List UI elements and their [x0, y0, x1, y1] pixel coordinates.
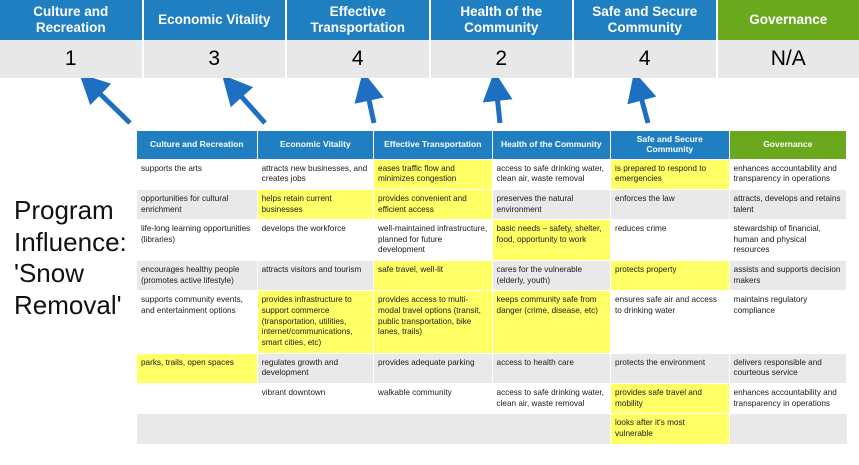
matrix-col-culture-and-recreation: Culture and Recreation	[137, 131, 258, 160]
matrix-cell: provides infrastructure to support commerce (transportation, utilities, internet/communications, smart cities, etc)	[257, 291, 373, 353]
matrix-col-safe-and-secure-community: Safe and Secure Community	[611, 131, 730, 160]
category-header-label: Health of the Community	[460, 4, 543, 35]
category-header-label: Culture and Recreation	[33, 4, 109, 35]
matrix-cell	[137, 414, 258, 444]
matrix-cell: keeps community safe from danger (crime, disease, etc)	[492, 291, 611, 353]
matrix-cell: delivers responsible and courteous service	[729, 353, 846, 383]
matrix-cell: attracts, develops and retains talent	[729, 189, 846, 219]
matrix-cell: attracts visitors and tourism	[257, 261, 373, 291]
matrix-cell: eases traffic flow and minimizes congestion	[374, 159, 493, 189]
arrow-to-effective-transportation	[366, 86, 374, 123]
category-header-safe-and-secure-community	[574, 0, 718, 40]
matrix-cell: provides convenient and efficient access	[374, 189, 493, 219]
arrow-to-economic-vitality	[232, 86, 265, 123]
category-header-label: Effective Transportation	[310, 4, 405, 35]
category-header-economic-vitality	[144, 0, 288, 40]
score-health-of-the-community: 2	[431, 40, 575, 78]
category-header-effective-transportation	[287, 0, 431, 40]
matrix-cell: parks, trails, open spaces	[137, 353, 258, 383]
category-header-health-of-the-community	[431, 0, 575, 40]
matrix-cell: assists and supports decision makers	[729, 261, 846, 291]
matrix-cell: provides adequate parking	[374, 353, 493, 383]
program-influence-matrix	[136, 130, 847, 445]
score-economic-vitality: 3	[144, 40, 288, 78]
matrix-cell: develops the workforce	[257, 220, 373, 261]
matrix-cell: protects property	[611, 261, 730, 291]
arrow-to-culture-and-recreation	[90, 84, 130, 123]
matrix-cell: preserves the natural environment	[492, 189, 611, 219]
matrix-cell	[137, 384, 258, 414]
score-effective-transportation: 4	[287, 40, 431, 78]
matrix-cell: basic needs – safety, shelter, food, opportunity to work	[492, 220, 611, 261]
matrix-cell: is prepared to respond to emergencies	[611, 159, 730, 189]
matrix-col-health-of-the-community: Health of the Community	[492, 131, 611, 160]
matrix-cell: maintains regulatory compliance	[729, 291, 846, 353]
matrix-cell: enhances accountability and transparency in operations	[729, 384, 846, 414]
matrix-cell: enforces the law	[611, 189, 730, 219]
matrix-col-governance: Governance	[729, 131, 846, 160]
matrix-cell	[257, 414, 373, 444]
table-row	[137, 384, 847, 414]
matrix-col-effective-transportation: Effective Transportation	[374, 131, 493, 160]
matrix-cell: looks after it's most vulnerable	[611, 414, 730, 444]
matrix-cell: safe travel, well-lit	[374, 261, 493, 291]
score-band	[0, 40, 859, 78]
matrix-cell: cares for the vulnerable (elderly, youth)	[492, 261, 611, 291]
score-culture-and-recreation: 1	[0, 40, 144, 78]
matrix-cell: provides safe travel and mobility	[611, 384, 730, 414]
matrix-cell: supports community events, and entertainment options	[137, 291, 258, 353]
category-header-governance	[718, 0, 859, 40]
matrix-cell: walkable community	[374, 384, 493, 414]
category-header-label: Economic Vitality	[158, 12, 271, 28]
score-governance: N/A	[718, 40, 859, 78]
arrow-to-safe-and-secure-community	[638, 86, 648, 123]
matrix-col-economic-vitality: Economic Vitality	[257, 131, 373, 160]
table-row	[137, 261, 847, 291]
matrix-cell: well-maintained infrastructure, planned for future development	[374, 220, 493, 261]
matrix-cell: life-long learning opportunities (libraries)	[137, 220, 258, 261]
matrix-cell: access to safe drinking water, clean air, waste removal	[492, 384, 611, 414]
matrix-cell: ensures safe air and access to drinking water	[611, 291, 730, 353]
matrix-cell	[374, 414, 493, 444]
matrix-cell: attracts new businesses, and creates jobs	[257, 159, 373, 189]
program-influence-caption: Program Influence: 'Snow Removal'	[14, 195, 127, 321]
category-header-label: Safe and Secure Community	[592, 4, 698, 35]
matrix-header-row	[137, 131, 847, 160]
matrix-cell: vibrant downtown	[257, 384, 373, 414]
table-row	[137, 291, 847, 353]
matrix-cell: enhances accountability and transparency in operations	[729, 159, 846, 189]
matrix-cell: protects the environment	[611, 353, 730, 383]
matrix-cell: access to safe drinking water, clean air, waste removal	[492, 159, 611, 189]
matrix-cell: opportunities for cultural enrichment	[137, 189, 258, 219]
arrow-group	[0, 78, 859, 130]
matrix-cell: provides access to multi-modal travel options (transit, public transportation, bike lanes, trails)	[374, 291, 493, 353]
category-header-culture-and-recreation	[0, 0, 144, 40]
category-header-band	[0, 0, 859, 40]
table-row	[137, 159, 847, 189]
matrix-cell: stewardship of financial, human and physical resources	[729, 220, 846, 261]
category-header-label: Governance	[749, 12, 828, 28]
matrix-cell: access to health care	[492, 353, 611, 383]
matrix-cell	[729, 414, 846, 444]
matrix-cell: encourages healthy people (promotes active lifestyle)	[137, 261, 258, 291]
matrix-body	[137, 159, 847, 444]
table-row	[137, 353, 847, 383]
matrix-cell: helps retain current businesses	[257, 189, 373, 219]
table-row	[137, 220, 847, 261]
matrix-cell: reduces crime	[611, 220, 730, 261]
table-row	[137, 414, 847, 444]
arrow-to-health-of-the-community	[496, 86, 500, 123]
matrix-cell	[492, 414, 611, 444]
table-row	[137, 189, 847, 219]
matrix-cell: regulates growth and development	[257, 353, 373, 383]
matrix-cell: supports the arts	[137, 159, 258, 189]
score-safe-and-secure-community: 4	[574, 40, 718, 78]
